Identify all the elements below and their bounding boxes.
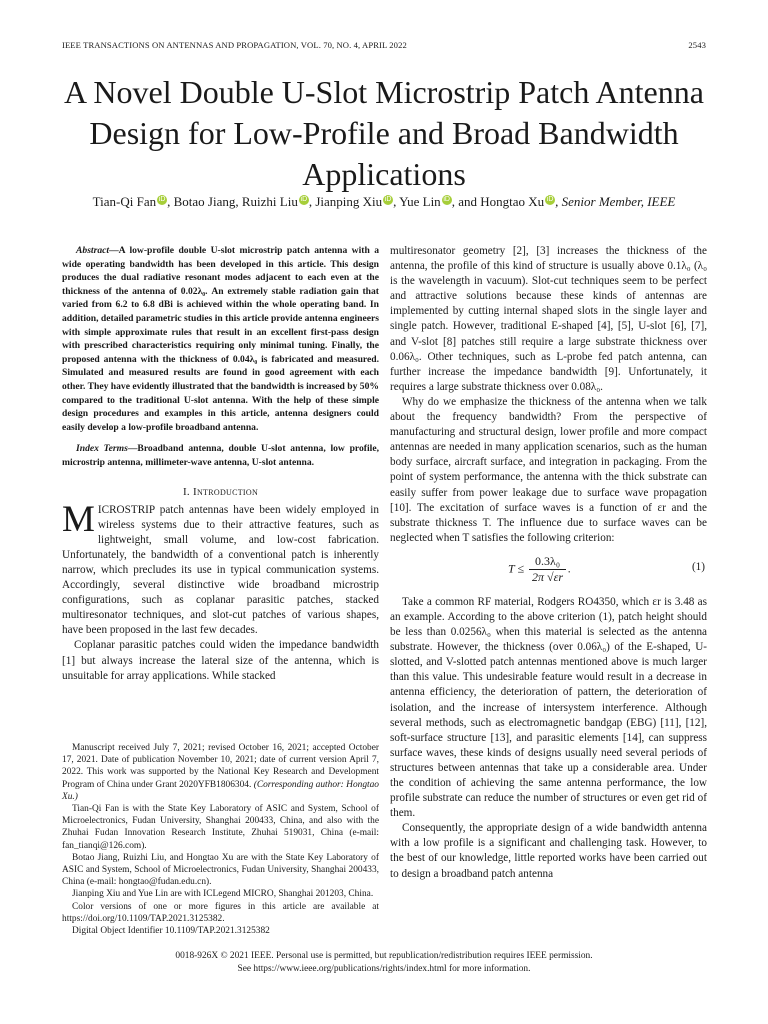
section-heading: I. Introduction [182, 485, 259, 498]
body-paragraph: Take a common RF material, Rodgers RO4350, which εr is 3.48 as an example. According to the above criterion (1), patch height should be less than 0.0256λ₀ when this material is selected as the antenna substrate. However, the thickness (over 0.06λ₀) of the E-shaped, U-slotted, and V-slotted patch antennas mentioned above is much larger than this value. This undesirable feature would result in a decrease in antenna efficiency, the deterioration of pattern, the deterioration of isolation, and the increase of intersystem interference. Although several methods, such as electromagnetic bandgap (EBG) [11], [12], soft-surface structure [13], and parasitic elements [14], can suppress surface waves, these kinds of designs usually need several periods of structures between antennas that take up a considerable area. Under the condition of achieving the same antenna performance, the low profile substrate can reduce the number of structures or even get rid of them. [390, 595, 707, 820]
abstract-text: —A low-profile double U-slot microstrip patch antenna with a wide operating bandwidth has been developed in this article. This design produces the dual radiative resonant modes adjacent to each even at the thickness of the antenna of 0.02λ₀. An extremely stable radiation gain that varied from 6.2 to 6.8 dBi is achieved within the whole operating band. In addition, detailed parametric studies in this article provide antenna engineers with simple approximate rules that result in an excellent first-pass design with prescribed characteristics requiring only minimal tuning. Finally, the proposed antenna with the thickness of 0.04λ₀ is fabricated and measured. Simulated and measured results are found in good agreement with each other. They have evidently illustrated that the bandwidth is increased by 50% compared to the traditional U-slot antenna. With the help of these simple design procedures and examples in this article, antenna designers could easily develop a low-profile broadband antenna. [62, 245, 379, 433]
author-name: , Yue Lin [393, 194, 441, 209]
index-terms-label: Index Terms [76, 443, 128, 455]
equation-numerator: 0.3λ₀ [529, 554, 566, 570]
footnote-affiliation: Tian-Qi Fan is with the State Key Laboratory of ASIC and System, School of Microelectronics, Fudan University, Shanghai 200433, China, and also with the Zhuhai Fudan Innovation Research Institute, Zhuhai 519031, China (e-mail: fan_tianqi@126.com). [62, 804, 379, 851]
orcid-icon[interactable]: iD [158, 195, 166, 203]
author-name: , Jianping Xiu [308, 194, 383, 209]
orcid-icon[interactable]: iD [546, 195, 554, 203]
orcid-icon[interactable]: iD [384, 195, 392, 203]
footnotes [62, 742, 379, 937]
author-name: , and Hongtao Xu [451, 194, 545, 209]
paper-title: A Novel Double U-Slot Microstrip Patch Antenna Design for Low-Profile and Broad Bandwidth Applications [64, 74, 704, 192]
right-column [390, 244, 707, 882]
body-paragraph: multiresonator geometry [2], [3] increases the thickness of the antenna, the profile of this kind of structure is usually above 0.1λ₀ (λ₀ is the wavelength in vacuum). Slot-cut techniques seem to be perfect and attractive solutions because these kinds of antennas are implemented by cutting internal shaped slots in the single layer and single patch. However, traditional E-shaped [4], [5], U-slot [6], [7], and V-slot [8] patches still require a large substrate thickness over 0.06λ₀. Other techniques, such as L-probe fed patch antenna, can further increase the impedance bandwidth [9]. Unfortunately, it requires a large substrate thickness over 0.08λ₀. [390, 245, 707, 393]
drop-cap: M [62, 498, 95, 540]
lead-word: ICROSTRIP [97, 503, 155, 516]
copyright-notice [40, 950, 728, 975]
abstract [62, 244, 379, 434]
page-number: 2543 [688, 40, 706, 50]
orcid-icon[interactable]: iD [443, 195, 450, 203]
body-paragraph: Consequently, the appropriate design of a wide bandwidth antenna with a low profile is a significant and challenging task. However, to the best of our knowledge, little reported works have been carried out to design a broadband patch antenna [390, 822, 707, 880]
footnote-color-versions: Color versions of one or more figures in this article are available at https://doi.org/10.1109/TAP.2021.3125382. [62, 901, 379, 924]
rights-link[interactable]: See https://www.ieee.org/publications/rights/index.html for more information. [237, 963, 531, 974]
index-terms-text: —Broadband antenna, double U-slot antenna, low profile, microstrip antenna, millimeter-wave antenna, U-slot antenna. [62, 443, 379, 468]
author-name: Tian-Qi Fan [92, 194, 157, 209]
footnote-manuscript: Manuscript received July 7, 2021; revised October 16, 2021; accepted October 17, 2021. Date of publication November 10, 2021; date of current version April 7, 2022. This work was supported by the National Key Research and Development Program of China under Grant 2020YFB1806304. (Corresponding author: Hongtao Xu.) [62, 743, 379, 802]
intro-paragraph-2: Coplanar parasitic patches could widen the impedance bandwidth [1] but always increase the lateral size of the antenna, which is unsuitable for array applications. While stacked [62, 639, 379, 682]
equation-fraction [529, 554, 566, 585]
footnote-doi: Digital Object Identifier 10.1109/TAP.2021.3125382 [72, 926, 270, 937]
journal-name: IEEE TRANSACTIONS ON ANTENNAS AND PROPAGATION, VOL. 70, NO. 4, APRIL 2022 [62, 40, 407, 50]
abstract-label: Abstract [76, 245, 110, 256]
footnote-affiliation: Botao Jiang, Ruizhi Liu, and Hongtao Xu are with the State Key Laboratory of ASIC and System, School of Microelectronics, Fudan University, Shanghai 200433, China (e-mail: hongtao@fudan.edu.cn). [62, 852, 379, 888]
equation-denominator: 2π √εr [532, 569, 564, 584]
copyright-line: 0018-926X © 2021 IEEE. Personal use is permitted, but republication/redistribution requires IEEE permission. [175, 951, 593, 961]
author-membership: , Senior Member, IEEE [555, 194, 676, 209]
equation-body: T ≤ $\frac{\text{0.3λ₀}}{2\pi √\varepsilon r}$ . [508, 553, 572, 584]
index-terms [62, 442, 379, 469]
left-column [62, 244, 379, 684]
orcid-icon[interactable]: iD [300, 195, 308, 203]
intro-paragraph-1: MICROSTRIP patch antennas have been widely employed in wireless systems due to their attractive features, such as lightweight, small volume, and low-cost fabrication. Unfortunately, the bandwidth of a conventional patch is inherently narrow, which precludes its use in typical communication systems. Accordingly, several distinctive wide broadband microstrip configurations, such as coplanar parasitic patches, stacked multiresonator techniques, and slot-cut patches of various shapes, have been proposed in the last few decades. [62, 498, 379, 637]
footnote-affiliation: Jianping Xiu and Yue Lin are with ICLegend MICRO, Shanghai 201203, China. [72, 889, 374, 900]
running-head [62, 40, 706, 50]
author-list [40, 194, 728, 210]
equation-number: (1) [691, 560, 705, 573]
equation-1 [390, 550, 707, 590]
body-paragraph: Why do we emphasize the thickness of the antenna when we talk about the frequency bandwidth? From the perspective of manufacturing and structural design, lower profile and more compact antennas are needed in many application scenarios, such as the human body surface, aircraft surface, and integration in packaging. From the point of system performance, the antenna with the thick substrate can easily suffer from power leakage due to surface wave propagation [10]. The excitation of surface waves is a function of εr and the substrate thickness T. The influence due to surface waves can be neglected when T satisfies the following criterion: [390, 395, 707, 544]
author-name: , Botao Jiang, Ruizhi Liu [167, 194, 298, 209]
